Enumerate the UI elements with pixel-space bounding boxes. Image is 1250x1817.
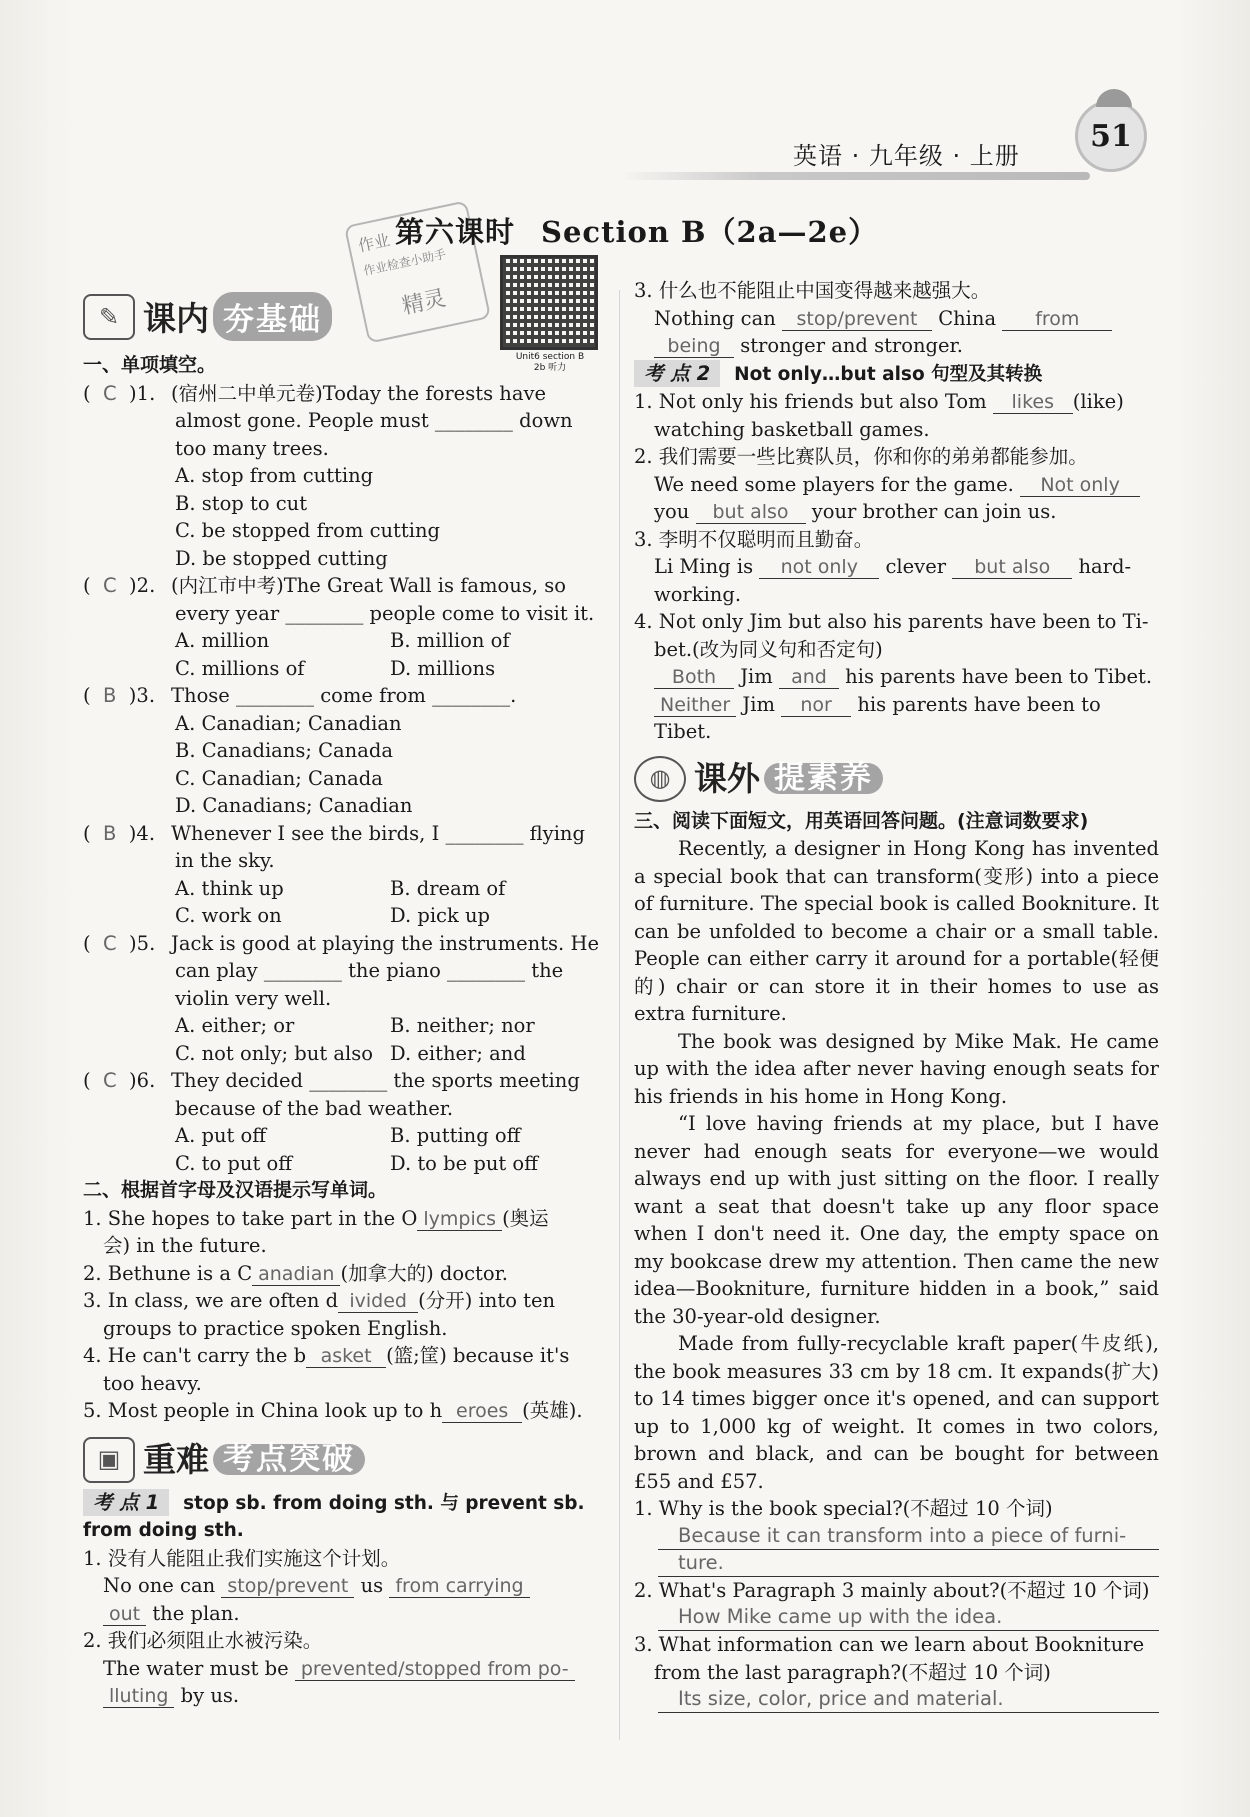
banner-kewai-dark: 课外 <box>694 758 760 798</box>
point1-q3-cn: 3. 什么也不能阻止中国变得越来越强大。 <box>634 279 991 302</box>
passage-paragraph: Made from fully-recyclable kraft paper(牛皮纸), the book measures 33 cm by 18 cm. It expands(扩大) to 14 times bigger once it's opened, and can support up to 1,000 kg of weight. It comes in two colors, brown and black, and can be bought for between £55 and £57. <box>634 1332 1159 1493</box>
point2-q2-en2 <box>634 498 1159 526</box>
lamp-icon: ✎ <box>83 294 135 340</box>
reading-answer: How Mike came up with the idea. <box>658 1604 1159 1631</box>
reading-question: 3. What information can we learn about Bookniture <box>634 1633 1145 1656</box>
text: (like) <box>1072 390 1124 413</box>
fill-suffix: (奥运 <box>502 1206 549 1230</box>
backpack-icon: ▣ <box>83 1437 135 1483</box>
point1-q2-en <box>83 1655 605 1683</box>
mc-option: B. million of <box>390 629 510 652</box>
banner-kenei-dark: 课内 <box>143 299 209 338</box>
fill-answer: but also <box>696 501 806 524</box>
point2-label: 考 点 2 <box>634 360 720 388</box>
header-title: 英语 · 九年级 · 上册 <box>793 142 1020 170</box>
mc-option-row <box>83 875 605 903</box>
mc-option-row <box>83 1150 605 1178</box>
text: your brother can join us. <box>811 500 1057 523</box>
fill-answer: stop/prevent <box>221 1575 354 1598</box>
mc-option: C. Canadian; Canada <box>175 766 383 790</box>
mc-question <box>83 1067 605 1095</box>
fill-answer: likes <box>993 391 1073 414</box>
part3-heading: 三、阅读下面短文，用英语回答问题。(注意词数要求) <box>634 809 1089 832</box>
text: 1. Not only his friends but also Tom <box>634 390 987 413</box>
banner-zhongnan-dark: 重难 <box>143 1439 209 1479</box>
stamp-line2: 作业检查小助手 <box>362 246 448 279</box>
mc-option: C. not only; but also <box>175 1041 373 1065</box>
fill-prefix: 2. Bethune is a C <box>83 1261 253 1285</box>
fill-item <box>83 1205 605 1233</box>
qr-caption-line2: 2b 听力 <box>533 363 567 373</box>
point1-title2: from doing sth. <box>83 1520 244 1541</box>
mc-answer: C <box>103 574 117 597</box>
fill-answer: being <box>654 335 734 358</box>
q-number: 2. <box>136 574 156 597</box>
fill-cont: groups to practice spoken English. <box>103 1316 448 1340</box>
mc-option-row <box>83 1012 605 1040</box>
point2-q4-r1 <box>634 663 1159 691</box>
fill-suffix: (英雄). <box>522 1399 583 1422</box>
mc-option: A. think up <box>175 876 284 900</box>
mc-option: B. Canadians; Canada <box>175 739 393 762</box>
fill-prefix: 4. He can't carry the b <box>83 1344 307 1367</box>
mc-answer: B <box>103 684 117 707</box>
mc-answer: C <box>103 381 117 405</box>
mc-answer: C <box>103 1069 117 1092</box>
text: you <box>654 500 690 523</box>
q-text-cont: can play ________ the piano ________ the <box>175 959 564 982</box>
mc-option: C. millions of <box>175 656 305 680</box>
mc-question <box>83 380 605 408</box>
fill-answer: but also <box>952 556 1072 579</box>
qr-code-icon[interactable] <box>500 255 598 350</box>
fill-suffix: (分开) into ten <box>418 1289 556 1312</box>
fill-answer: lympics <box>417 1208 502 1231</box>
fill-prefix: 1. She hopes to take part in the O <box>83 1206 418 1230</box>
fill-answer: eroes <box>442 1400 522 1423</box>
fill-answer: from carrying <box>389 1575 529 1598</box>
text: us <box>360 1574 384 1597</box>
text: by us. <box>180 1684 240 1707</box>
mc-option: A. million <box>175 629 270 652</box>
point2-q4: 4. Not only Jim but also his parents have been to Ti- <box>634 610 1149 633</box>
banner-zhongnan <box>83 1437 605 1483</box>
banner-kenei <box>83 292 332 341</box>
point1-q3-en2 <box>634 332 1159 360</box>
text: the plan. <box>152 1601 240 1625</box>
mc-option: D. either; and <box>390 1041 526 1065</box>
point2-q4-r2-cont: Tibet. <box>654 720 712 743</box>
globe-icon: ◍ <box>634 756 686 802</box>
point2-q3-cont: working. <box>654 582 742 606</box>
mc-option: D. be stopped cutting <box>175 546 388 570</box>
page-number: 51 <box>1075 100 1147 172</box>
text: No one can <box>103 1574 216 1597</box>
lesson-title <box>395 210 878 251</box>
q-number: 6. <box>136 1069 156 1092</box>
mc-question <box>83 820 605 848</box>
text: Jim <box>742 692 775 716</box>
column-divider <box>619 290 620 1740</box>
point1-q2-cn: 2. 我们必须阻止水被污染。 <box>83 1629 323 1652</box>
fill-answer: nor <box>781 694 851 717</box>
fill-cont: 会) in the future. <box>103 1234 267 1257</box>
passage-paragraph: “I love having friends at my place, but I have never had enough seats for everyone—we would always end up with just sitting on the floor. I really want a seat that doesn't take up any floor space when I don't need it. One day, the empty space on my bookcase drew my attention. Then came the new idea—Bookniture, furniture hidden in a book,” said the 30-year-old designer. <box>634 1112 1159 1328</box>
qr-caption-line1: Unit6 section B <box>515 352 585 362</box>
mc-question <box>83 930 605 958</box>
fill-answer: stop/prevent <box>782 308 932 331</box>
fill-item <box>83 1260 605 1288</box>
point2-q3-en <box>634 553 1159 581</box>
q-text: Jack is good at playing the instruments. He <box>171 931 599 955</box>
reading-question: 2. What's Paragraph 3 mainly about?(不超过 10 个词) <box>634 1578 1150 1602</box>
mc-answer: C <box>103 931 117 955</box>
mc-option: B. dream of <box>390 876 506 900</box>
point1-q1-en2 <box>83 1600 605 1628</box>
left-column <box>83 352 605 1710</box>
fill-answer: asket <box>306 1345 386 1368</box>
mc-option-row <box>83 627 605 655</box>
text: stronger and stronger. <box>740 334 963 357</box>
q-number: 4. <box>136 821 156 845</box>
mc-question <box>83 572 605 600</box>
mc-option: D. to be put off <box>390 1151 539 1175</box>
q-text: They decided ________ the sports meeting <box>171 1069 580 1092</box>
mc-option: C. to put off <box>175 1151 293 1175</box>
reading-question: 1. Why is the book special?(不超过 10 个词) <box>634 1497 1053 1520</box>
mc-option-row <box>83 1122 605 1150</box>
lesson-section: Section B（2a—2e） <box>541 215 879 249</box>
q-number: 3. <box>136 684 156 707</box>
mc-option: C. work on <box>175 904 282 927</box>
answer-paren: ( C )2. <box>83 574 156 597</box>
point2-title-text: Not only…but also 句型及其转换 <box>734 363 1043 385</box>
passage-paragraph: Recently, a designer in Hong Kong has invented a special book that can transform(变形) into a piece of furniture. The special book is called Bookniture. It can be unfolded to become a chair or a small table. People can either carry it around for a portable(轻便的) chair or can store it in their homes to use as extra furniture. <box>634 837 1159 1025</box>
text: The water must be <box>103 1656 289 1680</box>
reading-answer: Its size, color, price and material. <box>658 1686 1159 1713</box>
q-text: (宿州二中单元卷)Today the forests have <box>171 381 547 405</box>
q-text-cont: almost gone. People must ________ down <box>175 409 573 432</box>
point2-q1-cont: watching basketball games. <box>654 417 930 441</box>
mc-option: D. millions <box>390 656 496 680</box>
fill-answer: anadian <box>252 1263 340 1286</box>
point1-q2-en2 <box>83 1682 605 1710</box>
reading-question-cont: from the last paragraph?(不超过 10 个词) <box>654 1660 1051 1684</box>
part2-heading: 二、根据首字母及汉语提示写单词。 <box>83 1179 388 1201</box>
point1-q1-en <box>83 1572 605 1600</box>
q-number: 5. <box>136 931 156 955</box>
passage-paragraph: The book was designed by Mike Mak. He came up with the idea after never having enough seats for his friends in his home in Hong Kong. <box>634 1029 1159 1108</box>
point2-q1 <box>634 388 1159 416</box>
reading-answer: ture. <box>658 1550 1159 1577</box>
text: hard- <box>1078 555 1132 578</box>
fill-answer: not only <box>759 556 879 579</box>
fill-answer: from <box>1002 308 1112 331</box>
fill-answer: ivided <box>338 1290 418 1313</box>
point1-title1: stop sb. from doing sth. 与 prevent sb. <box>183 1492 585 1514</box>
fill-suffix: (篮;筐) because it's <box>386 1344 570 1367</box>
point2-q4-cont: bet.(改为同义句和否定句) <box>654 637 883 661</box>
right-column <box>634 277 1159 1713</box>
text: Jim <box>740 665 773 688</box>
fill-answer: Not only <box>1020 474 1140 497</box>
answer-paren: ( C )6. <box>83 1069 156 1092</box>
text: clever <box>885 555 947 578</box>
stamp-line3: 精灵 <box>399 286 449 320</box>
mc-answer: B <box>103 821 117 845</box>
q-text: Whenever I see the birds, I ________ flying <box>171 821 585 845</box>
fill-answer: Both <box>654 666 734 689</box>
q-text: (内江市中考)The Great Wall is famous, so <box>171 574 566 597</box>
mc-option: D. pick up <box>390 904 491 927</box>
mc-option: B. putting off <box>390 1124 521 1147</box>
point1-q1-cn: 1. 没有人能阻止我们实施这个计划。 <box>83 1546 401 1570</box>
q-text-cont: in the sky. <box>175 849 275 872</box>
q-text-cont: violin very well. <box>175 986 332 1010</box>
fill-suffix: (加拿大的) doctor. <box>340 1261 508 1285</box>
fill-prefix: 3. In class, we are often d <box>83 1289 339 1312</box>
banner-kewai-light: 提素养 <box>764 763 883 795</box>
point1-label: 考 点 1 <box>83 1489 169 1517</box>
text: Nothing can <box>654 306 776 330</box>
fill-answer: out <box>103 1603 146 1626</box>
mc-option: B. neither; nor <box>390 1014 535 1037</box>
q-text-cont: because of the bad weather. <box>175 1096 454 1120</box>
fill-item <box>83 1342 605 1370</box>
lesson-label: 第六课时 <box>395 215 516 249</box>
banner-zhongnan-light: 考点突破 <box>213 1444 365 1476</box>
answer-paren: ( C )1. <box>83 381 156 405</box>
point2-q2-en <box>634 471 1159 499</box>
mc-option: D. Canadians; Canadian <box>175 794 413 817</box>
fill-answer: Neither <box>654 694 736 717</box>
answer-paren: ( C )5. <box>83 931 156 955</box>
mc-option: B. stop to cut <box>175 491 308 515</box>
fill-prefix: 5. Most people in China look up to h <box>83 1399 443 1422</box>
q-text-cont: every year ________ people come to visit it. <box>175 601 595 625</box>
point1-q3-en <box>634 305 1159 333</box>
text: his parents have been to <box>857 692 1101 716</box>
text: his parents have been to Tibet. <box>845 665 1153 688</box>
text: Li Ming is <box>654 555 754 578</box>
answer-paren: ( B )3. <box>83 684 156 707</box>
point1-title <box>83 1489 605 1518</box>
q-text: Those ________ come from ________. <box>171 684 517 707</box>
mc-question <box>83 682 605 710</box>
mc-option: A. put off <box>175 1124 267 1147</box>
part1-heading: 一、单项填空。 <box>83 354 217 376</box>
point2-q3-cn: 3. 李明不仅聪明而且勤奋。 <box>634 527 874 551</box>
fill-answer: and <box>779 666 839 689</box>
mc-option: A. stop from cutting <box>175 464 374 487</box>
text: We need some players for the game. <box>654 472 1014 496</box>
mc-option: A. Canadian; Canadian <box>175 711 402 735</box>
fill-item <box>83 1397 605 1425</box>
fill-answer: prevented/stopped from po- <box>295 1658 575 1681</box>
fill-item <box>83 1287 605 1315</box>
banner-kewai <box>634 756 1159 802</box>
fill-answer: lluting <box>103 1685 174 1708</box>
fill-cont: too heavy. <box>103 1371 202 1395</box>
mc-option-row <box>83 1040 605 1068</box>
text: China <box>938 306 997 330</box>
mc-option-row <box>83 655 605 683</box>
mc-option: C. be stopped from cutting <box>175 519 441 542</box>
reading-answer: Because it can transform into a piece of furni- <box>658 1523 1159 1550</box>
point2-q2-cn: 2. 我们需要一些比赛队员，你和你的弟弟都能参加。 <box>634 445 1088 468</box>
stamp-line1: 作业 <box>356 230 392 256</box>
mc-option: A. either; or <box>175 1014 295 1037</box>
q-text-cont: too many trees. <box>175 436 329 460</box>
mc-option-row <box>83 902 605 930</box>
header-rule <box>620 172 1090 180</box>
point2-q4-r2 <box>634 691 1159 719</box>
answer-paren: ( B )4. <box>83 821 156 845</box>
banner-kenei-light: 夯基础 <box>213 292 332 341</box>
q-number: 1. <box>136 381 156 405</box>
point2-title <box>634 360 1159 389</box>
